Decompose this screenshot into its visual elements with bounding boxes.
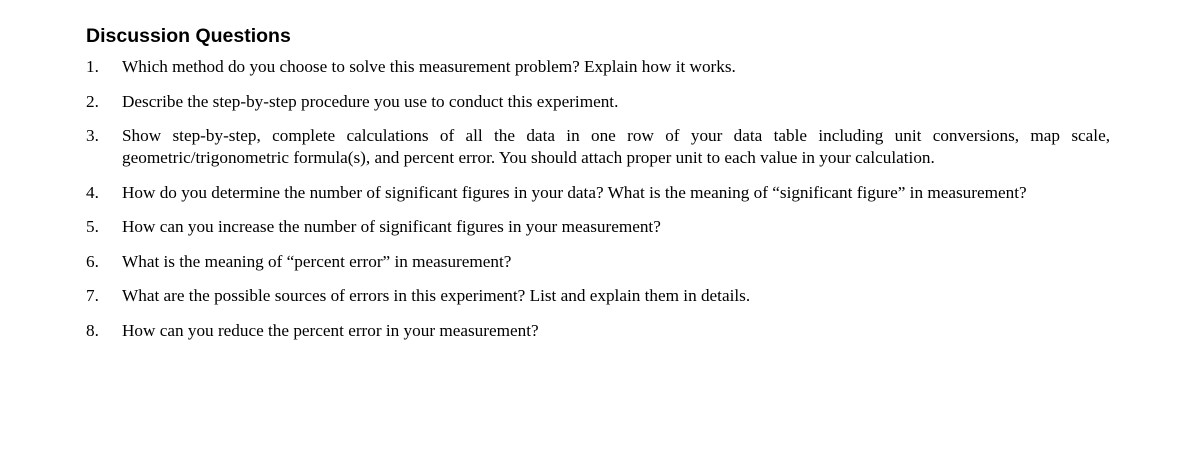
document-page	[86, 24, 1110, 354]
question-item-6	[86, 251, 1110, 273]
question-list	[86, 56, 1110, 342]
question-item-4	[86, 182, 1110, 204]
question-item-7	[86, 285, 1110, 307]
question-number: 6.	[86, 251, 99, 271]
question-number: 8.	[86, 320, 99, 340]
question-text: Which method do you choose to solve this measurement problem? Explain how it works.	[122, 57, 736, 76]
question-text: How can you reduce the percent error in your measurement?	[122, 320, 539, 340]
question-number: 4.	[86, 182, 99, 202]
section-heading: Discussion Questions	[86, 25, 291, 47]
question-text: How do you determine the number of significant figures in your data? What is the meaning of “significant figure” in measurement?	[122, 182, 1027, 202]
question-text: What is the meaning of “percent error” in measurement?	[122, 251, 512, 271]
question-item-5	[86, 216, 1110, 238]
question-number: 7.	[86, 286, 99, 305]
question-number: 3.	[86, 126, 99, 145]
question-number: 5.	[86, 217, 99, 236]
question-text: What are the possible sources of errors in this experiment? List and explain them in details.	[122, 286, 751, 305]
question-number: 1.	[86, 57, 99, 76]
question-item-3	[86, 125, 1110, 169]
question-number: 2.	[86, 91, 99, 111]
question-text: Show step-by-step, complete calculations of all the data in one row of your data table including unit conversions, map scale, geometric/trigonometric formula(s), and percent error. You should attach proper unit to each value in your calculation.	[122, 126, 1110, 167]
question-item-1	[86, 56, 1110, 78]
question-item-8	[86, 320, 1110, 342]
question-text: How can you increase the number of significant figures in your measurement?	[122, 217, 661, 236]
question-text: Describe the step-by-step procedure you use to conduct this experiment.	[122, 91, 619, 111]
question-item-2	[86, 91, 1110, 113]
